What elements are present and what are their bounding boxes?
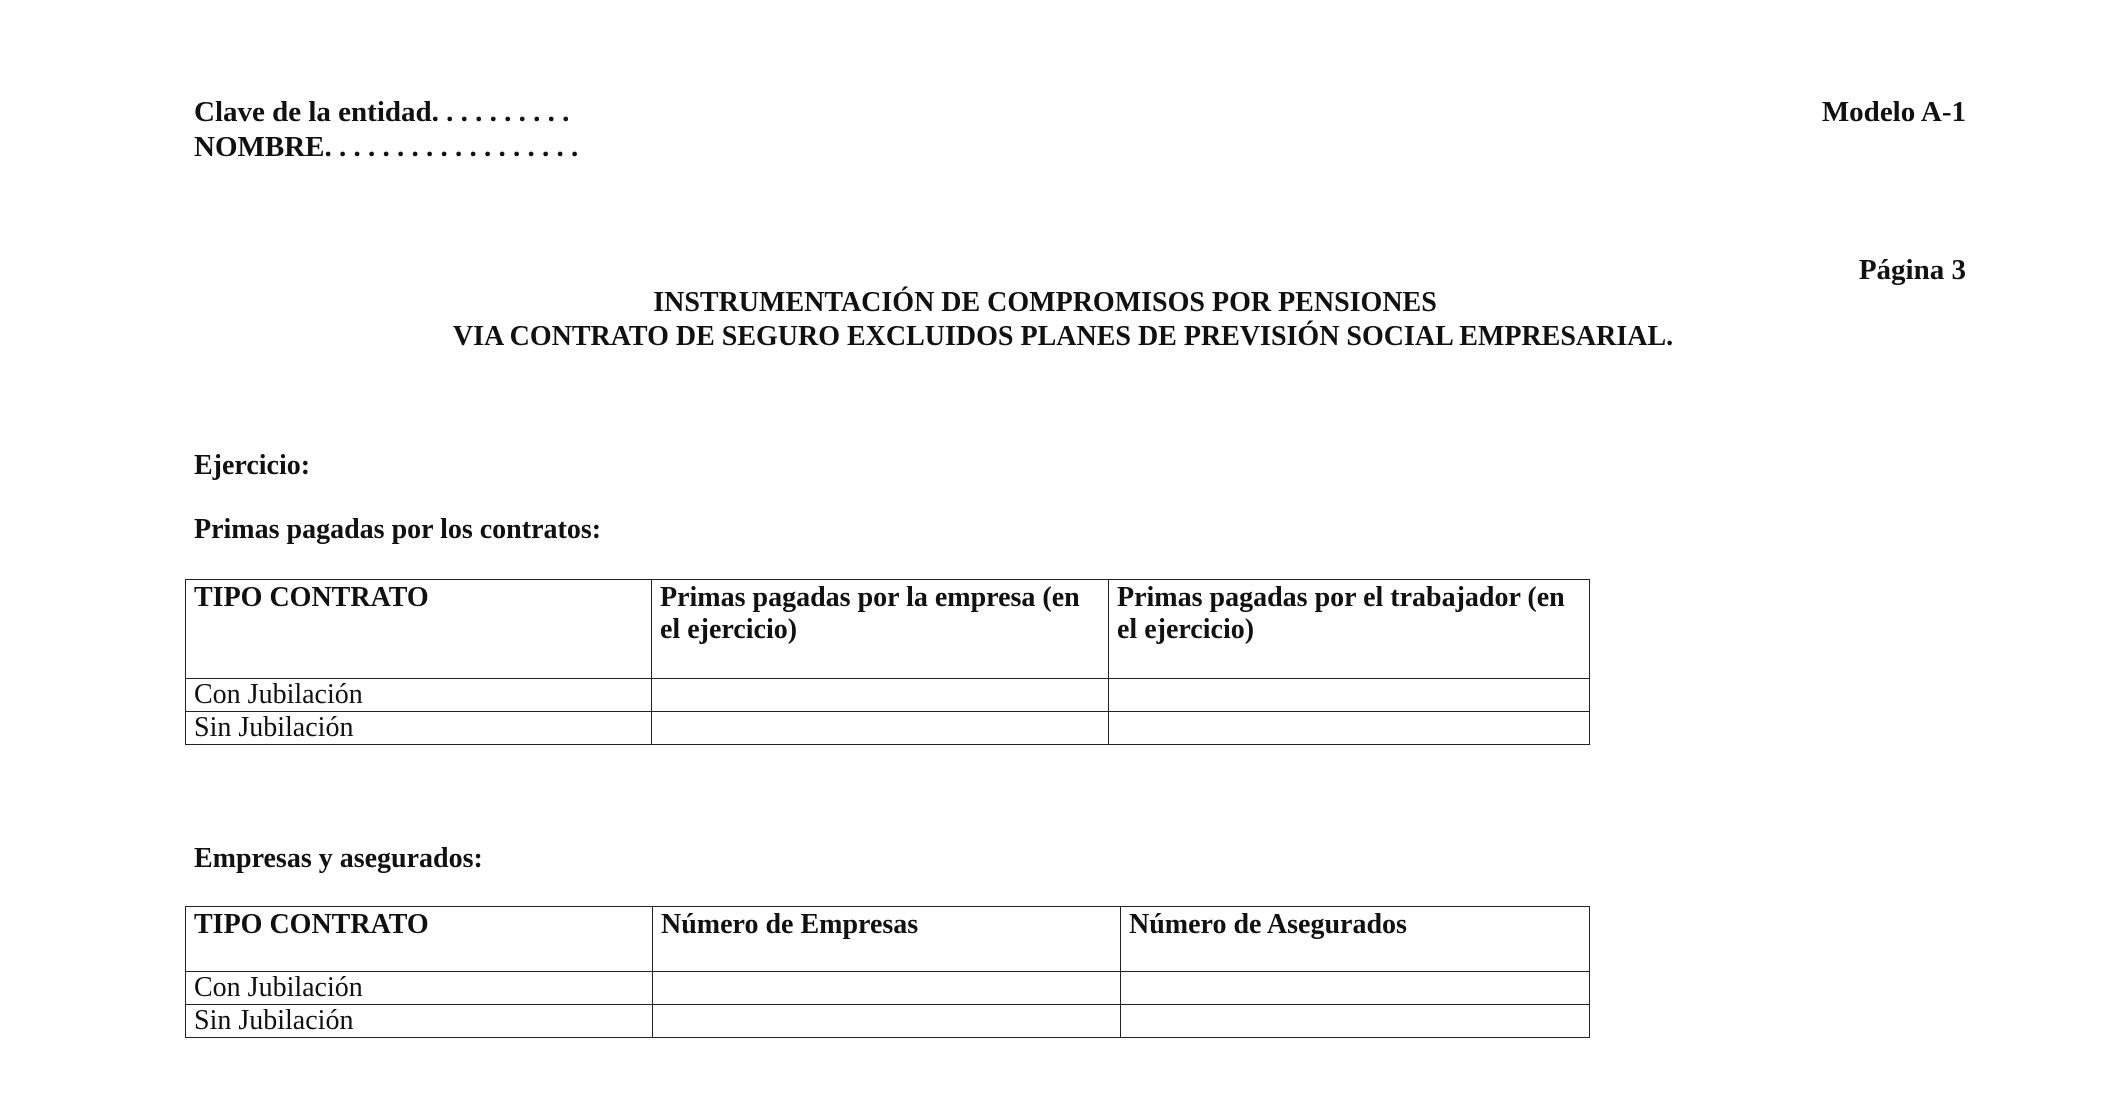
row-label: Sin Jubilación — [186, 712, 652, 745]
table-cell[interactable] — [653, 1005, 1121, 1038]
page-number: Página 3 — [1858, 254, 1966, 286]
table-cell[interactable] — [1121, 972, 1590, 1005]
table-row — [186, 712, 1590, 745]
table-row — [186, 679, 1590, 712]
table-header-row — [186, 907, 1590, 972]
entity-name-label: NOMBRE. . . . . . . . . . . . . . . . . . — [194, 131, 579, 163]
companies-section-label: Empresas y asegurados: — [194, 843, 483, 874]
column-header: Número de Empresas — [653, 907, 1121, 972]
title-line-1: INSTRUMENTACIÓN DE COMPROMISOS POR PENSIONES — [653, 287, 1437, 318]
column-header: Número de Asegurados — [1121, 907, 1590, 972]
document-title — [0, 286, 2126, 354]
row-label: Con Jubilación — [186, 679, 652, 712]
entity-key-label: Clave de la entidad. . . . . . . . . . — [194, 96, 570, 128]
model-label: Modelo A-1 — [1821, 96, 1966, 128]
table-row — [186, 1005, 1590, 1038]
exercise-label: Ejercicio: — [194, 450, 311, 481]
premiums-table — [185, 579, 1590, 745]
table-row — [186, 972, 1590, 1005]
row-label: Sin Jubilación — [186, 1005, 653, 1038]
premiums-section-label: Primas pagadas por los contratos: — [194, 514, 602, 545]
column-header: Primas pagadas por el trabajador (en el ejercicio) — [1109, 580, 1590, 679]
table-cell[interactable] — [652, 679, 1109, 712]
column-header: TIPO CONTRATO — [186, 907, 653, 972]
table-header-row — [186, 580, 1590, 679]
table-cell[interactable] — [1109, 712, 1590, 745]
row-label: Con Jubilación — [186, 972, 653, 1005]
title-line-2: VIA CONTRATO DE SEGURO EXCLUIDOS PLANES DE PREVISIÓN SOCIAL EMPRESARIAL. — [452, 321, 1674, 352]
table-cell[interactable] — [1121, 1005, 1590, 1038]
column-header: TIPO CONTRATO — [186, 580, 652, 679]
column-header: Primas pagadas por la empresa (en el ejercicio) — [652, 580, 1109, 679]
table-cell[interactable] — [653, 972, 1121, 1005]
table-cell[interactable] — [1109, 679, 1590, 712]
table-cell[interactable] — [652, 712, 1109, 745]
companies-table — [185, 906, 1590, 1038]
